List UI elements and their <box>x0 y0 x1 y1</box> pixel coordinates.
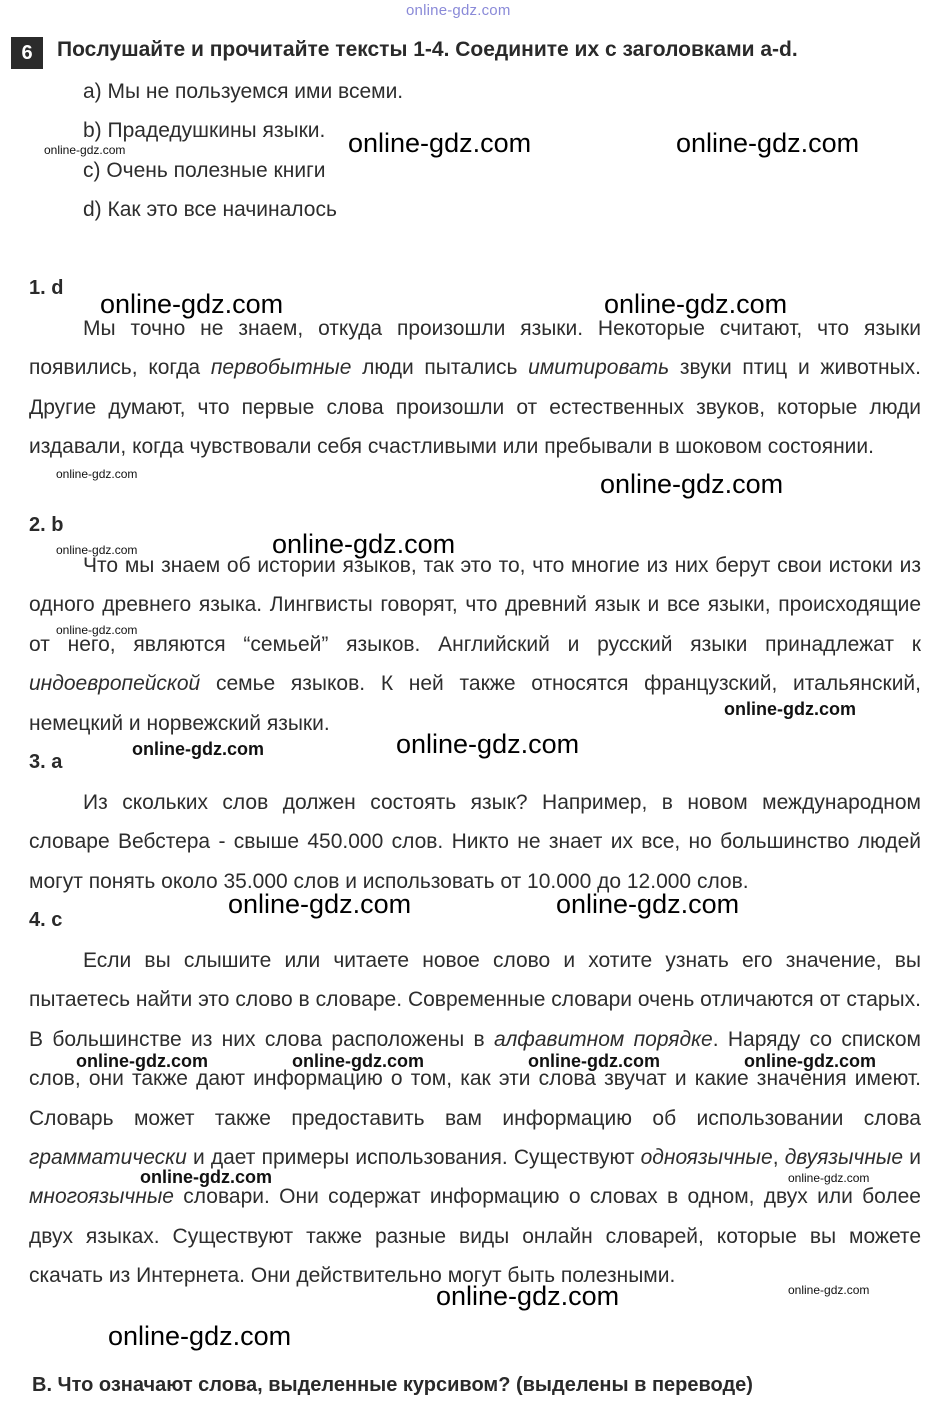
exercise-title: Послушайте и прочитайте тексты 1-4. Соедините их с заголовками a-d. <box>57 38 798 61</box>
option-a: a) Мы не пользуемся ими всеми. <box>83 80 404 103</box>
top-watermark: online-gdz.com <box>406 2 511 19</box>
watermark: online-gdz.com <box>76 1051 208 1071</box>
section-1-text <box>29 309 921 467</box>
watermark: online-gdz.com <box>744 1051 876 1071</box>
option-d: d) Как это все начиналось <box>83 198 337 221</box>
italic-term: одноязычные <box>640 1146 773 1170</box>
watermark: online-gdz.com <box>396 729 580 759</box>
watermark: online-gdz.com <box>228 889 412 919</box>
watermark: online-gdz.com <box>272 529 456 559</box>
italic-term: двуязычные <box>784 1146 904 1170</box>
text-run: звуки птиц и животных. Другие думают, что первые слова произошли от естественных звуков, которые люди издавали, когда чувствовали себя счастливыми или пребывали в шоковом состоянии. <box>29 356 921 459</box>
watermark: online-gdz.com <box>724 699 856 719</box>
watermark: online-gdz.com <box>556 889 740 919</box>
watermark: online-gdz.com <box>600 469 784 499</box>
watermark: online-gdz.com <box>56 467 138 481</box>
text-run: Что мы знаем об истории языков, так это то, что многие из них берут свои истоки из одного древнего языка. Лингвисты говорят, что древний язык и все языки, происходящие от него, являются “семьей” языков. Английский и русский языки принадлежат к <box>29 554 921 656</box>
text-run: люди пытались <box>351 356 529 380</box>
watermark: online-gdz.com <box>100 289 284 319</box>
exercise-number-badge: 6 <box>11 37 43 69</box>
text-run: и дает примеры использования. Существуют <box>186 1146 641 1170</box>
section-1-label: 1. d <box>29 277 64 299</box>
watermark: online-gdz.com <box>44 143 126 157</box>
watermark: online-gdz.com <box>348 128 532 158</box>
question-b: B. Что означают слова, выделенные курсивом? (выделены в переводе) <box>32 1374 753 1396</box>
watermark: online-gdz.com <box>528 1051 660 1071</box>
text-run: семье языков. К ней также относятся французский, итальянский, немецкий и норвежский языки. <box>29 672 921 735</box>
watermark: online-gdz.com <box>56 543 138 557</box>
italic-term: грамматически <box>29 1146 187 1170</box>
text-run: Из скольких слов должен состоять язык? Например, в новом международном словаре Вебстера - свыше 450.000 слов. Никто не знает их все, но большинство людей могут понять около 35.000 слов и использовать от 10.000 до 12.000 слов. <box>29 791 921 893</box>
text-run: и <box>903 1146 921 1170</box>
text-run: словари. Они содержат информацию о словах в одном, двух или более двух языках. Существуют также разные виды онлайн словарей, которые вы можете скачать из Интернета. Они действительно могут быть полезными. <box>29 1185 921 1288</box>
watermark: online-gdz.com <box>788 1171 870 1185</box>
watermark: online-gdz.com <box>436 1281 620 1311</box>
section-4-label: 4. c <box>29 909 63 931</box>
option-b: b) Прадедушкины языки. <box>83 119 326 142</box>
italic-term: имитировать <box>528 356 670 380</box>
section-3-text <box>29 783 921 901</box>
watermark: online-gdz.com <box>56 623 138 637</box>
watermark: online-gdz.com <box>292 1051 424 1071</box>
italic-term: алфавитном порядке <box>494 1027 713 1051</box>
italic-term: многоязычные <box>29 1185 174 1209</box>
italic-term: индоевропейской <box>29 672 201 696</box>
section-2-label: 2. b <box>29 514 64 536</box>
watermark: online-gdz.com <box>788 1283 870 1297</box>
watermark: online-gdz.com <box>132 739 264 759</box>
watermark: online-gdz.com <box>108 1321 292 1351</box>
watermark: online-gdz.com <box>676 128 860 158</box>
section-4-text <box>29 941 921 1296</box>
watermark: online-gdz.com <box>604 289 788 319</box>
text-run: . Наряду со списком слов, они также дают информацию о том, как эти слова звучат и какие значения имеют. Словарь может также предоставить вам информацию об использовании слова <box>29 1027 921 1130</box>
option-c: c) Очень полезные книги <box>83 159 326 182</box>
text-run: , <box>772 1146 785 1170</box>
text-run: Мы точно не знаем, откуда произошли языки. Некоторые считают, что языки появились, когда <box>29 317 921 380</box>
italic-term: первобытные <box>210 356 352 380</box>
section-3-label: 3. a <box>29 751 63 773</box>
watermark: online-gdz.com <box>140 1167 272 1187</box>
text-run: Если вы слышите или читаете новое слово и хотите узнать его значение, вы пытаетесь найти это слово в словаре. Современные словари очень отличаются от старых. В большинстве из них слова расположены в <box>29 949 921 1051</box>
